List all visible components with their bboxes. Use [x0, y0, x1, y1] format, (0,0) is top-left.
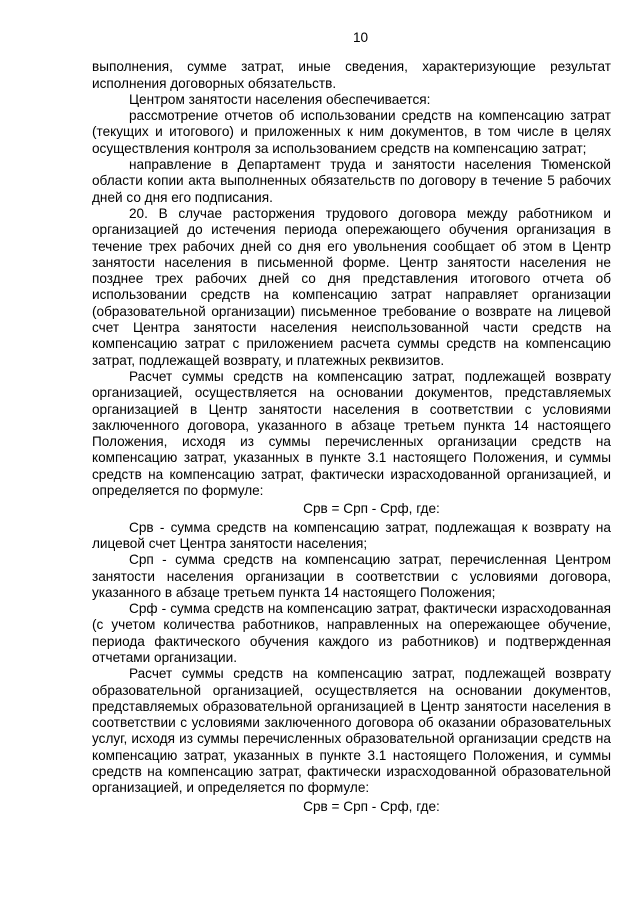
paragraph: рассмотрение отчетов об использовании средств на компенсацию затрат (текущих и итогового) и приложенных к ним документов, в том числе в целях осуществления контроля за использованием средств на компенсацию затрат;: [92, 108, 611, 156]
paragraph: 20. В случае расторжения трудового договора между работником и организацией до истечения периода опережающего обучения организация в течение трех рабочих дней со дня его увольнения сообщает об этом в Центр занятости населения в письменной форме. Центр занятости населения не позднее трех рабочих дней со дня представления итогового отчета об использовании средств на компенсацию затрат направляет организации (образовательной организации) письменное требование о возврате на лицевой счет Центра занятости населения неиспользованной части средств на компенсацию затрат с приложением расчета суммы средств на компенсацию затрат, подлежащей возврату, и платежных реквизитов.: [92, 205, 611, 368]
paragraph: Расчет суммы средств на компенсацию затрат, подлежащей возврату организацией, осуществляется на основании документов, представляемых организацией в Центр занятости населения в соответствии с условиями заключенного договора, указанного в абзаце третьем пункта 14 настоящего Положения, исходя из суммы перечисленных организации средств на компенсацию затрат, указанных в пункте 3.1 настоящего Положения, и суммы средств на компенсацию затрат, фактически израсходованной организацией, и определяется по формуле:: [92, 368, 611, 499]
paragraph: Срп - сумма средств на компенсацию затрат, перечисленная Центром занятости населения организации в соответствии с условиями договора, указанного в абзаце третьем пункта 14 настоящего Положения;: [92, 552, 611, 600]
paragraph: выполнения, сумме затрат, иные сведения, характеризующие результат исполнения договорных обязательств.: [92, 59, 611, 91]
formula: Срв = Срп - Срф, где:: [303, 501, 440, 517]
paragraph: Центром занятости населения обеспечивается:: [129, 91, 431, 107]
paragraph: направление в Департамент труда и занятости населения Тюменской области копии акта выполненных обязательств по договору в течение 5 рабочих дней со дня его подписания.: [92, 157, 611, 205]
paragraph: Срв - сумма средств на компенсацию затрат, подлежащая к возврату на лицевой счет Центра занятости населения;: [92, 519, 611, 551]
paragraph: Срф - сумма средств на компенсацию затрат, фактически израсходованная (с учетом количества работников, направленных на опережающее обучение, периода фактического обучения каждого из работников) и подтвержденная отчетами организации.: [92, 601, 611, 665]
page-number: 10: [352, 30, 369, 45]
paragraph: Расчет суммы средств на компенсацию затрат, подлежащей возврату образовательной организацией, осуществляется на основании документов, представляемых образовательной организацией в Центр занятости населения в соответствии с условиями заключенного договора об оказании образовательных услуг, исходя из суммы перечисленных образовательной организации средств на компенсацию затрат, указанных в пункте 3.1 настоящего Положения, и суммы средств на компенсацию затрат, фактически израсходованной образовательной организацией, и определяется по формуле:: [92, 666, 611, 796]
formula: Срв = Срп - Срф, где:: [303, 798, 440, 814]
